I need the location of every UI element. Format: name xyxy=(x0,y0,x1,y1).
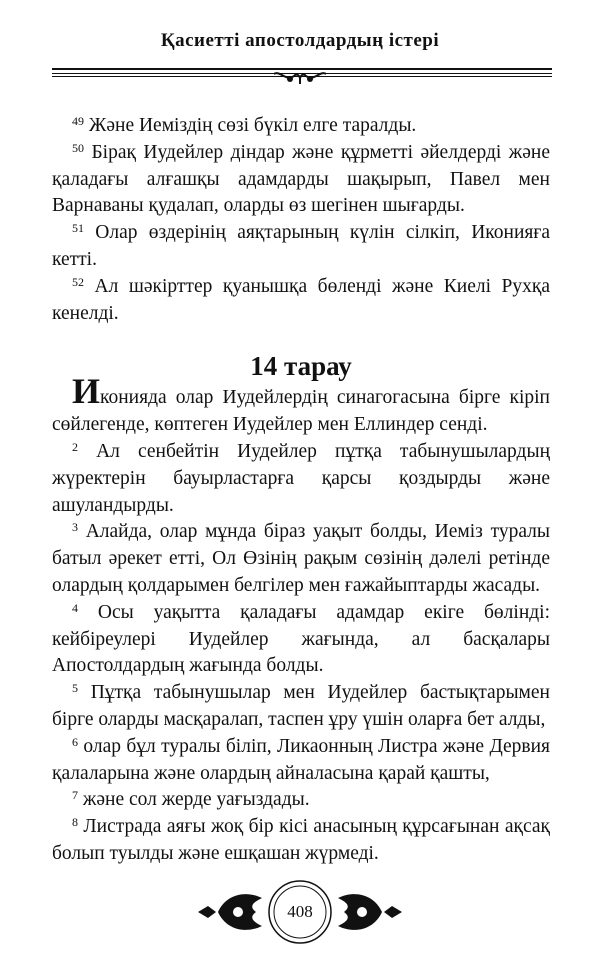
drop-cap: И xyxy=(72,371,101,412)
verse xyxy=(52,439,550,519)
verse xyxy=(52,519,550,599)
verse-text: Листрада аяғы жоқ бір кісі анасының құрсағынан ақсақ болып туылды және ешқашан жүрмеді. xyxy=(52,816,551,864)
verse-number: 7 xyxy=(72,788,78,803)
verse xyxy=(52,274,550,328)
verse-number: 49 xyxy=(72,114,84,128)
verse-text: Олар өздерінің аяқтарының күлін сілкіп, Иконияға кетті. xyxy=(52,222,550,270)
verse-number: 6 xyxy=(72,734,78,749)
verse-text: олар бұл туралы біліп, Ликаонның Листра және Дервия қалаларына және олардың айналасына қарай қашты, xyxy=(52,735,550,784)
verse-text: Пұтқа табынушылар мен Иудейлер бастықтарымен бірге оларды масқаралап, таспен ұру үшін оларға бет алды, xyxy=(52,682,550,730)
verse-number: 5 xyxy=(72,681,78,696)
verse-number: 51 xyxy=(72,221,84,236)
verse xyxy=(52,140,550,220)
verse xyxy=(52,220,550,274)
verse-text: Алайда, олар мұнда біраз уақыт болды, Иеміз туралы батыл әрекет етті, Ол Өзінің рақым сөзінің дәлелі ретінде олардың қолдарымен белгілер мен ғажайыптарды жасады. xyxy=(52,521,550,596)
page-number-ornament xyxy=(198,880,402,944)
verse xyxy=(52,680,550,734)
verse-number: 3 xyxy=(72,520,78,535)
verse-text: Ал шәкірттер қуанышқа бөленді және Киелі Рухқа кенелді. xyxy=(52,275,550,324)
verse xyxy=(52,814,550,868)
verse-text: Бірақ Иудейлер діндар және құрметті әйелдерді және қаладағы алғашқы адамдарды шақырып, Павел мен Варнаваны қудалап, оларды өз шегінен шығарды. xyxy=(52,141,551,217)
header-ornament-icon xyxy=(272,68,328,86)
running-title: Қасиетті апостолдардың істері xyxy=(160,30,440,51)
verse-number: 52 xyxy=(72,274,84,289)
verse xyxy=(52,734,550,788)
page-body xyxy=(52,113,550,868)
page-number: 408 xyxy=(287,902,313,921)
verse-text: және сол жерде уағыздады. xyxy=(82,789,310,811)
verse-text: Және Иеміздің сөзі бүкіл елге таралды. xyxy=(88,115,417,136)
verse-text: Ал сенбейтін Иудейлер пұтқа табынушылардың жүректерін бауырластарға қарсы қоздырды және ашуландырды. xyxy=(52,440,551,516)
verse-text: кониядa олар Иудейлердің синагогасына бірге кіріп сөйлегенде, көптеген Иудейлер мен Еллиндер сенді. xyxy=(52,387,550,436)
chapter-first-paragraph xyxy=(52,371,550,439)
verse-text: Осы уақытта қаладағы адамдар екіге бөлінді: кейбіреулері Иудейлер жағында, ал басқалары Апостолдардың жағында болды. xyxy=(52,601,551,677)
verse-number: 8 xyxy=(72,815,78,830)
verse xyxy=(52,787,550,814)
verse xyxy=(52,113,550,140)
verse-number: 4 xyxy=(72,600,78,615)
verse-number: 2 xyxy=(72,439,78,454)
verse-number: 50 xyxy=(72,140,84,155)
verse xyxy=(52,600,550,680)
chapter-heading: 14 тарау xyxy=(250,351,352,382)
